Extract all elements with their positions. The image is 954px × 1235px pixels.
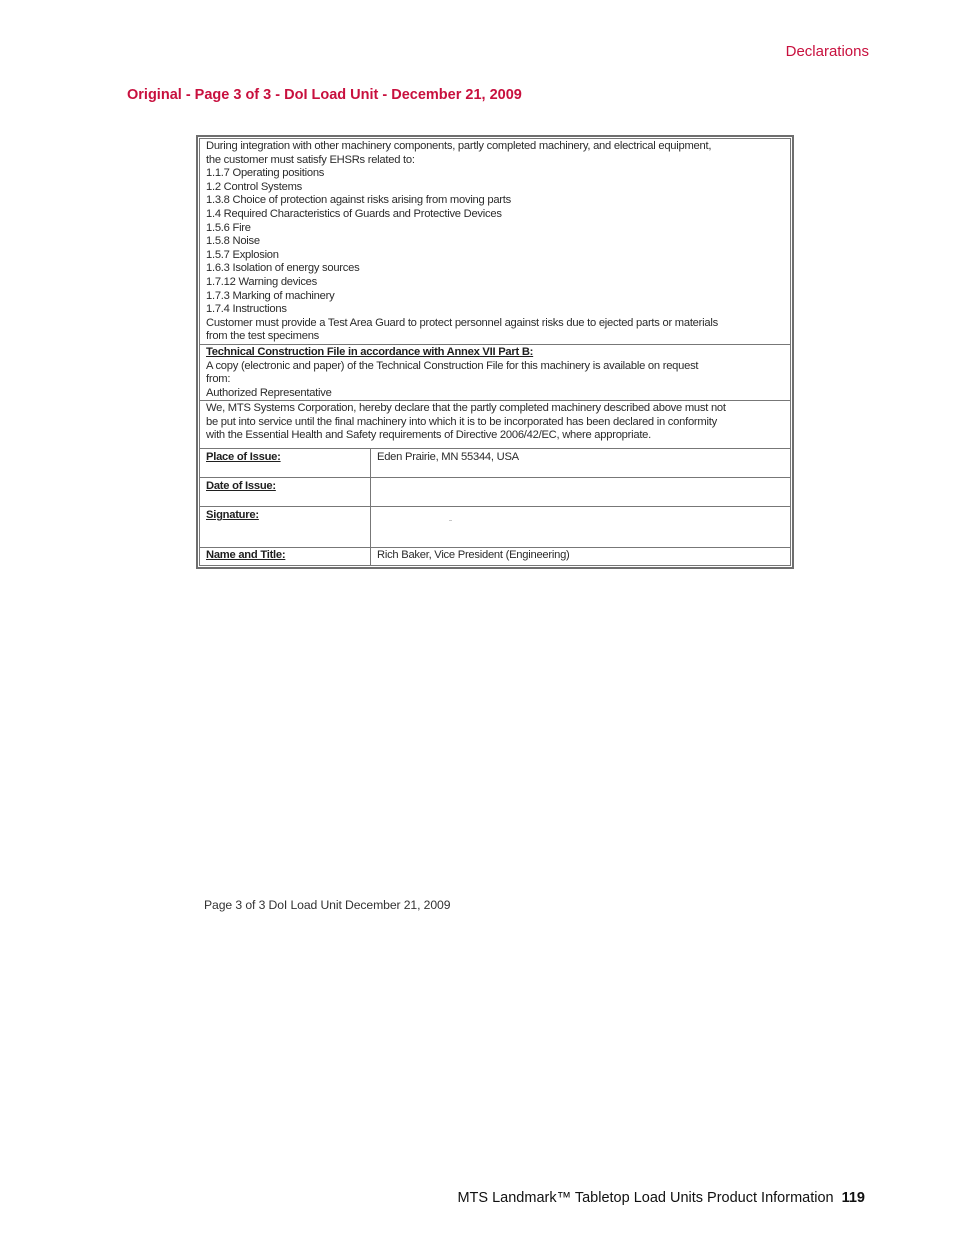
technical-file-line: Authorized Representative xyxy=(206,386,332,399)
place-of-issue-row xyxy=(200,449,791,478)
section-title: Declarations xyxy=(785,43,869,60)
name-and-title-value: Rich Baker, Vice President (Engineering) xyxy=(371,548,791,566)
name-and-title-label: Name and Title: xyxy=(200,548,371,566)
ehsr-item: 1.7.3 Marking of machinery xyxy=(206,289,335,302)
declaration-scan xyxy=(196,135,794,569)
ehsr-item: 1.7.12 Warning devices xyxy=(206,275,317,288)
place-of-issue-value: Eden Prairie, MN 55344, USA xyxy=(371,449,791,478)
guard-requirement-line: from the test specimens xyxy=(206,330,320,343)
ehsr-item: 1.4 Required Characteristics of Guards and Protective Devices xyxy=(206,207,502,220)
scan-page-caption: Page 3 of 3 DoI Load Unit December 21, 2009 xyxy=(204,898,451,912)
ehsr-item: 1.5.8 Noise xyxy=(206,235,260,248)
signature-mark xyxy=(449,520,452,521)
guard-requirement-line: Customer must provide a Test Area Guard to protect personnel against risks due to ejected parts or materials xyxy=(206,316,718,329)
integration-cell xyxy=(200,139,791,345)
ehsr-item: 1.5.6 Fire xyxy=(206,221,251,234)
date-of-issue-row xyxy=(200,478,791,507)
signature-row xyxy=(200,507,791,548)
page-number: 119 xyxy=(841,1190,865,1206)
name-and-title-row xyxy=(200,548,791,566)
signature-value xyxy=(371,507,791,548)
date-of-issue-value xyxy=(371,478,791,507)
document-heading: Original - Page 3 of 3 - DoI Load Unit - December 21, 2009 xyxy=(127,87,522,103)
ehsr-item: 1.7.4 Instructions xyxy=(206,303,287,316)
technical-file-line: from: xyxy=(206,373,231,386)
ehsr-item: 1.2 Control Systems xyxy=(206,180,302,193)
integration-row xyxy=(200,139,791,345)
declaration-line: with the Essential Health and Safety requirements of Directive 2006/42/EC, where appropriate. xyxy=(206,429,652,442)
ehsr-item: 1.5.7 Explosion xyxy=(206,248,279,261)
technical-file-heading: Technical Construction File in accordance with Annex VII Part B: xyxy=(206,345,534,358)
ehsr-item: 1.1.7 Operating positions xyxy=(206,167,325,180)
integration-intro-line: the customer must satisfy EHSRs related to: xyxy=(206,153,415,166)
page-footer xyxy=(457,1190,865,1206)
declaration-line: be put into service until the final machinery into which it is to be incorporated has been declared in conformity xyxy=(206,415,717,428)
integration-intro-line: During integration with other machinery components, partly completed machinery, and electrical equipment, xyxy=(206,140,712,152)
footer-product-title: MTS Landmark™ Tabletop Load Units Product Information xyxy=(457,1190,834,1206)
ehsr-item: 1.6.3 Isolation of energy sources xyxy=(206,262,360,275)
declaration-table xyxy=(199,138,791,566)
technical-file-row xyxy=(200,344,791,400)
technical-file-line: A copy (electronic and paper) of the Technical Construction File for this machinery is available on request xyxy=(206,359,699,372)
declaration-row xyxy=(200,401,791,449)
ehsr-item: 1.3.8 Choice of protection against risks arising from moving parts xyxy=(206,194,511,207)
declaration-cell xyxy=(200,401,791,449)
date-of-issue-label: Date of Issue: xyxy=(200,478,371,507)
technical-file-cell xyxy=(200,344,791,400)
place-of-issue-label: Place of Issue: xyxy=(200,449,371,478)
declaration-line: We, MTS Systems Corporation, hereby declare that the partly completed machinery described above must not xyxy=(206,402,726,415)
signature-label: Signature: xyxy=(200,507,371,548)
